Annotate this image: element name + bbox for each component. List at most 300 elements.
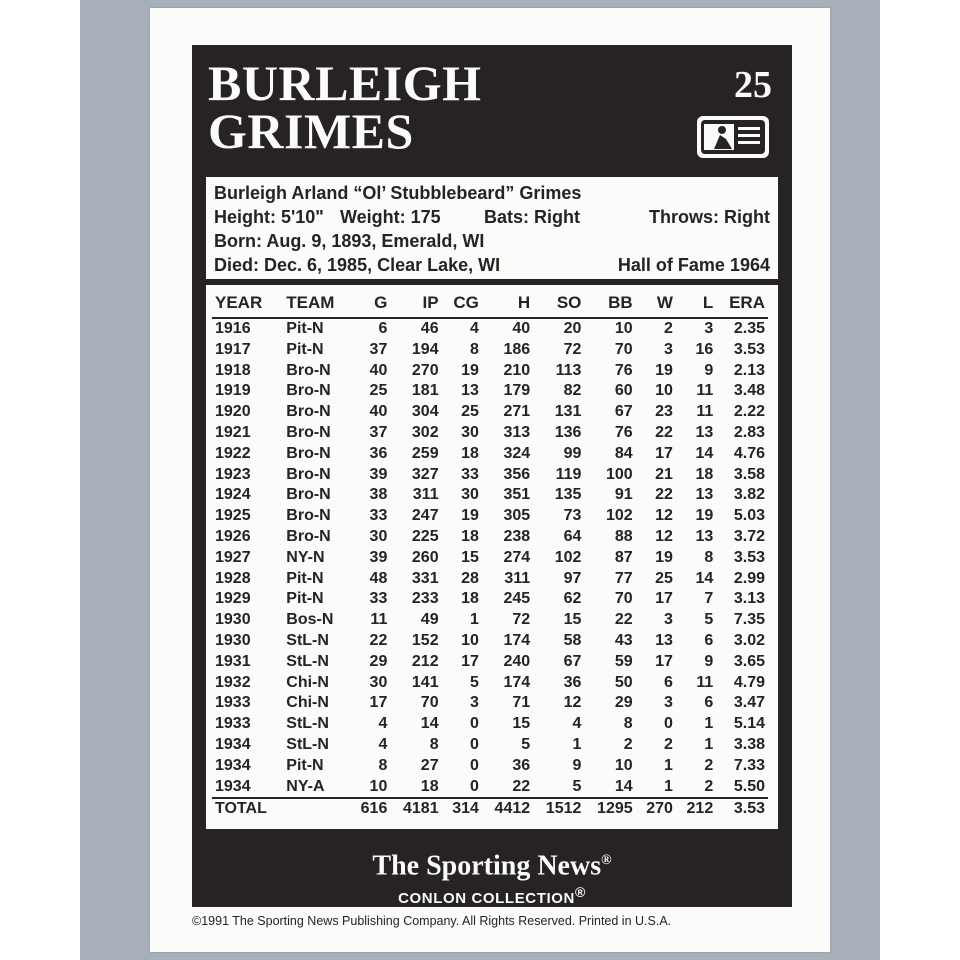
stats-cell-so: 15 <box>563 611 582 629</box>
stats-cell-w: 25 <box>655 569 673 587</box>
stats-cell-cg: 17 <box>461 652 479 670</box>
stats-cell-team: Bos-N <box>286 611 334 629</box>
stats-header-row <box>212 291 768 318</box>
stats-cell-w: 23 <box>655 403 673 421</box>
stats-cell-team: Chi-N <box>286 694 329 712</box>
stats-cell-year: 1927 <box>215 548 251 566</box>
stats-row <box>212 714 768 735</box>
stats-cell-so: 119 <box>555 465 582 483</box>
stats-cell-w: 1 <box>664 756 673 774</box>
stats-cell-era: 4.76 <box>733 444 765 462</box>
stats-cell-era: 3.53 <box>716 798 768 820</box>
stats-cell-ip: 247 <box>411 507 439 525</box>
registered-mark: ® <box>601 853 612 868</box>
stats-cell-g: 40 <box>369 403 388 421</box>
stats-cell-ip: 270 <box>411 361 439 379</box>
stats-cell-w: 270 <box>636 798 676 820</box>
stats-cell-ip: 225 <box>411 527 439 545</box>
stats-cell-l: 13 <box>695 527 714 545</box>
bio-weight: Weight: 175 <box>340 207 441 227</box>
bio-full-name-row <box>214 181 770 205</box>
stats-row <box>212 402 768 423</box>
stats-cell-l: 5 <box>704 611 714 629</box>
stats-row <box>212 485 768 506</box>
stats-header-so: SO <box>533 291 584 318</box>
stats-cell-h: 311 <box>504 569 531 587</box>
stats-cell-year: 1921 <box>215 423 251 441</box>
stats-cell-w: 22 <box>655 486 673 504</box>
stats-row <box>212 735 768 756</box>
stats-cell-h: 15 <box>512 715 531 733</box>
stats-cell-year: 1920 <box>215 403 251 421</box>
stats-cell-year: 1918 <box>215 361 251 379</box>
stats-cell-l: 2 <box>704 777 714 795</box>
stats-cell-l: 9 <box>704 652 714 670</box>
stats-cell-cg: 13 <box>461 382 479 400</box>
stats-cell-h: 240 <box>503 652 531 670</box>
stats-cell-ip: 327 <box>411 465 439 483</box>
stats-cell-era: 3.47 <box>733 694 765 712</box>
stats-cell-year: 1934 <box>215 777 251 795</box>
stats-cell-bb: 100 <box>605 465 633 483</box>
stats-cell-ip: 311 <box>412 486 439 504</box>
stats-cell-cg: 314 <box>442 798 482 820</box>
stats-cell-ip: 302 <box>411 423 439 441</box>
stats-header-team: TEAM <box>283 291 350 318</box>
stats-header-era: ERA <box>716 291 768 318</box>
stats-cell-g: 10 <box>369 777 388 795</box>
stats-cell-g: 33 <box>369 507 388 525</box>
stats-cell-l: 19 <box>695 507 714 525</box>
stats-cell-year: 1932 <box>215 673 251 691</box>
stats-cell-w: 3 <box>664 611 673 629</box>
stats-cell-l: 11 <box>696 382 714 400</box>
stats-cell-so: 1512 <box>533 798 584 820</box>
stats-cell-cg: 1 <box>469 611 479 629</box>
stats-cell-bb: 88 <box>614 527 633 545</box>
stats-cell-cg: 3 <box>469 694 479 712</box>
stats-row <box>212 569 768 590</box>
stats-cell-ip: 304 <box>411 403 439 421</box>
stats-cell-era: 4.79 <box>733 673 765 691</box>
stats-cell-ip: 49 <box>420 611 439 629</box>
stats-header-w: W <box>636 291 676 318</box>
stats-header-h: H <box>482 291 533 318</box>
stats-cell-so: 67 <box>563 652 582 670</box>
brand-name: The Sporting News <box>372 850 602 882</box>
stats-cell-h: 313 <box>503 423 531 441</box>
stats-row <box>212 548 768 569</box>
stats-cell-bb: 10 <box>614 320 633 337</box>
stats-cell-cg: 25 <box>461 403 479 421</box>
stats-cell-cg: 0 <box>469 715 479 733</box>
stats-cell-team: Bro-N <box>286 465 331 483</box>
stats-cell-ip: 141 <box>411 673 439 691</box>
stats-cell-team <box>283 798 350 820</box>
stats-header-bb: BB <box>584 291 635 318</box>
stats-row <box>212 631 768 652</box>
stats-cell-h: 238 <box>503 527 531 545</box>
stats-cell-era: 3.82 <box>733 486 765 504</box>
stats-cell-team: Bro-N <box>286 507 331 525</box>
stats-cell-era: 7.35 <box>733 611 765 629</box>
stats-row <box>212 777 768 799</box>
stats-cell-year: 1917 <box>215 340 251 358</box>
stats-body <box>212 318 768 820</box>
copyright-notice: ©1991 The Sporting News Publishing Company. All Rights Reserved. Printed in U.S.A. <box>192 914 672 928</box>
stats-cell-h: 271 <box>503 403 531 421</box>
career-stats <box>206 285 778 829</box>
stats-cell-g: 6 <box>378 320 388 337</box>
stats-cell-w: 6 <box>664 673 673 691</box>
stats-cell-l: 6 <box>704 631 714 649</box>
stats-cell-bb: 43 <box>614 631 633 649</box>
stats-cell-so: 136 <box>554 423 582 441</box>
stats-cell-era: 3.13 <box>733 590 765 608</box>
stats-cell-l: 9 <box>704 361 714 379</box>
bio-bats: Bats: Right <box>484 207 580 227</box>
stats-cell-team: Bro-N <box>286 486 331 504</box>
stats-row <box>212 693 768 714</box>
stats-cell-ip: 18 <box>420 777 439 795</box>
stats-cell-g: 37 <box>369 423 388 441</box>
mlb-logo-icon <box>696 115 770 159</box>
stats-cell-team: Bro-N <box>286 423 331 441</box>
stats-cell-h: 5 <box>521 735 531 753</box>
stats-cell-g: 30 <box>369 673 388 691</box>
stats-header-g: G <box>350 291 390 318</box>
stats-cell-bb: 10 <box>614 756 633 774</box>
stats-cell-h: 71 <box>512 694 531 712</box>
stats-cell-year: 1926 <box>215 527 251 545</box>
stats-cell-team: StL-N <box>286 631 329 649</box>
stats-cell-w: 19 <box>655 548 673 566</box>
stats-cell-so: 36 <box>563 673 582 691</box>
stats-cell-cg: 0 <box>469 756 479 774</box>
stats-cell-ip: 331 <box>411 569 439 587</box>
stats-cell-l: 14 <box>695 569 714 587</box>
stats-cell-cg: 19 <box>461 507 479 525</box>
stats-cell-year: 1930 <box>215 611 251 629</box>
stats-cell-h: 245 <box>503 590 531 608</box>
stats-cell-ip: 181 <box>411 382 439 400</box>
stats-row <box>212 589 768 610</box>
stats-cell-h: 186 <box>503 340 531 358</box>
stats-cell-w: 0 <box>664 715 673 733</box>
stats-cell-l: 6 <box>704 694 714 712</box>
stats-cell-year: 1933 <box>215 694 251 712</box>
stats-cell-era: 5.03 <box>733 507 765 525</box>
stats-cell-g: 22 <box>369 631 388 649</box>
stats-row <box>212 361 768 382</box>
stats-row <box>212 318 768 340</box>
stats-cell-era: 3.38 <box>733 735 765 753</box>
stats-cell-h: 174 <box>503 673 531 691</box>
stats-cell-year: 1928 <box>215 569 251 587</box>
stats-cell-w: 10 <box>655 382 673 400</box>
stats-cell-bb: 14 <box>614 777 633 795</box>
stats-cell-era: 7.33 <box>733 756 765 774</box>
stats-cell-team: Bro-N <box>286 444 331 462</box>
stats-row <box>212 756 768 777</box>
stats-cell-g: 37 <box>369 340 388 358</box>
stats-cell-era: 3.72 <box>733 527 765 545</box>
stats-cell-h: 40 <box>512 320 531 337</box>
stats-cell-h: 174 <box>503 631 531 649</box>
stats-cell-cg: 0 <box>469 777 479 795</box>
stats-row <box>212 465 768 486</box>
stats-cell-g: 616 <box>350 798 390 820</box>
stats-cell-team: Bro-N <box>286 527 331 545</box>
stats-cell-l: 1 <box>704 715 714 733</box>
stats-cell-year: 1929 <box>215 590 251 608</box>
stats-cell-so: 1 <box>572 735 582 753</box>
stats-cell-era: 3.58 <box>733 465 765 483</box>
stats-cell-so: 4 <box>572 715 582 733</box>
stats-cell-g: 48 <box>369 569 388 587</box>
stats-cell-g: 29 <box>369 652 388 670</box>
stats-cell-team: StL-N <box>286 715 329 733</box>
stats-header-year: YEAR <box>212 291 283 318</box>
stats-cell-g: 11 <box>370 611 388 629</box>
stats-cell-g: 30 <box>369 527 388 545</box>
stats-cell-w: 21 <box>655 465 673 483</box>
stats-cell-bb: 29 <box>614 694 633 712</box>
stats-cell-bb: 76 <box>614 361 633 379</box>
stats-cell-year: 1923 <box>215 465 251 483</box>
stats-cell-team: StL-N <box>286 735 329 753</box>
stats-cell-g: 36 <box>369 444 388 462</box>
stats-cell-era: 3.53 <box>733 340 765 358</box>
stats-cell-so: 82 <box>563 382 582 400</box>
stats-cell-bb: 84 <box>614 444 633 462</box>
stats-cell-so: 62 <box>563 590 582 608</box>
stats-cell-ip: 46 <box>420 320 439 337</box>
stats-cell-h: 351 <box>503 486 531 504</box>
stats-cell-bb: 70 <box>614 340 633 358</box>
stats-cell-era: 3.02 <box>733 631 765 649</box>
stats-row <box>212 423 768 444</box>
stats-cell-g: 4 <box>378 735 388 753</box>
stats-cell-ip: 152 <box>411 631 439 649</box>
stats-cell-w: 2 <box>664 320 673 337</box>
stats-cell-w: 17 <box>655 590 673 608</box>
player-name <box>208 55 648 159</box>
bio-died-row <box>214 253 770 277</box>
stats-cell-era: 3.48 <box>733 382 765 400</box>
stats-cell-ip: 233 <box>411 590 439 608</box>
stats-cell-so: 58 <box>563 631 582 649</box>
stats-cell-bb: 50 <box>614 673 633 691</box>
stats-cell-year: 1922 <box>215 444 251 462</box>
stats-cell-w: 3 <box>664 340 673 358</box>
stats-row <box>212 506 768 527</box>
stats-row <box>212 527 768 548</box>
stats-total-row <box>212 798 768 820</box>
stats-cell-l: 8 <box>704 548 714 566</box>
stats-cell-team: Pit-N <box>286 756 324 774</box>
stats-cell-w: 19 <box>655 361 673 379</box>
stats-cell-ip: 14 <box>420 715 439 733</box>
stats-cell-ip: 4181 <box>390 798 441 820</box>
stats-cell-cg: 19 <box>461 361 479 379</box>
stats-cell-team: Pit-N <box>286 340 324 358</box>
stats-cell-era: 2.99 <box>733 569 765 587</box>
stats-cell-so: 131 <box>554 403 582 421</box>
bio-hall-of-fame: Hall of Fame 1964 <box>617 255 770 275</box>
brand-block <box>192 845 792 909</box>
stats-cell-year: 1924 <box>215 486 251 504</box>
stats-cell-cg: 28 <box>461 569 479 587</box>
stats-cell-cg: 8 <box>469 340 479 358</box>
stats-cell-h: 22 <box>512 777 531 795</box>
stats-cell-g: 38 <box>369 486 388 504</box>
stats-cell-cg: 30 <box>461 423 479 441</box>
stats-cell-l: 3 <box>704 320 714 337</box>
stats-cell-bb: 67 <box>614 403 633 421</box>
bio-born-row <box>214 229 770 253</box>
stats-cell-g: 17 <box>369 694 388 712</box>
stats-cell-l: 1 <box>704 735 714 753</box>
stats-cell-w: 3 <box>664 694 673 712</box>
stats-cell-era: 3.53 <box>733 548 765 566</box>
stats-cell-cg: 33 <box>461 465 479 483</box>
stats-cell-team: Bro-N <box>286 361 331 379</box>
stats-cell-team: Pit-N <box>286 569 324 587</box>
stats-cell-ip: 70 <box>420 694 439 712</box>
stats-row <box>212 673 768 694</box>
stats-cell-so: 73 <box>563 507 582 525</box>
stats-cell-ip: 260 <box>411 548 439 566</box>
bio-measurements-row <box>214 205 770 229</box>
stats-header-ip: IP <box>390 291 441 318</box>
stats-cell-cg: 4 <box>469 320 479 337</box>
stats-row <box>212 652 768 673</box>
stats-cell-ip: 8 <box>429 735 439 753</box>
stats-cell-w: 12 <box>655 507 673 525</box>
bio-born: Born: Aug. 9, 1893, Emerald, WI <box>214 231 485 251</box>
stats-table <box>212 291 768 820</box>
stats-header-cg: CG <box>442 291 482 318</box>
card-number: 25 <box>734 64 772 106</box>
stats-cell-so: 97 <box>563 569 582 587</box>
collection-registered-mark: ® <box>574 884 586 901</box>
stats-header-l: L <box>676 291 716 318</box>
brand-collection-line <box>192 882 792 909</box>
stats-cell-l: 2 <box>704 756 714 774</box>
stats-cell-g: 8 <box>378 756 388 774</box>
bio-died: Died: Dec. 6, 1985, Clear Lake, WI <box>214 255 501 275</box>
stats-cell-team: Bro-N <box>286 382 331 400</box>
stats-cell-bb: 8 <box>623 715 633 733</box>
stats-cell-cg: 18 <box>461 444 479 462</box>
stats-cell-l: 16 <box>695 340 714 358</box>
stats-cell-g: 4 <box>378 715 388 733</box>
stats-cell-team: Pit-N <box>286 590 324 608</box>
stats-cell-bb: 2 <box>623 735 633 753</box>
stats-cell-bb: 22 <box>614 611 633 629</box>
stats-cell-year: 1916 <box>215 320 251 337</box>
stats-cell-g: 25 <box>369 382 388 400</box>
stats-cell-g: 33 <box>369 590 388 608</box>
bio-height: Height: 5'10" <box>214 207 324 227</box>
stats-cell-l: 13 <box>695 486 714 504</box>
stats-cell-w: 22 <box>655 423 673 441</box>
stats-cell-team: NY-A <box>286 777 325 795</box>
stats-cell-h: 72 <box>512 611 531 629</box>
player-first-name: BURLEIGH <box>208 55 482 111</box>
stats-cell-g: 39 <box>369 465 388 483</box>
stats-cell-era: 2.83 <box>733 423 765 441</box>
stats-cell-bb: 91 <box>614 486 633 504</box>
stats-cell-year: 1925 <box>215 507 251 525</box>
stats-cell-bb: 59 <box>614 652 633 670</box>
stats-cell-bb: 60 <box>614 382 633 400</box>
stats-cell-l: 11 <box>696 403 714 421</box>
baseball-card <box>150 8 830 952</box>
stats-row <box>212 381 768 402</box>
stats-cell-bb: 102 <box>605 507 633 525</box>
stats-cell-w: 2 <box>664 735 673 753</box>
stats-cell-so: 20 <box>563 320 582 337</box>
stats-row <box>212 444 768 465</box>
stats-cell-bb: 77 <box>614 569 633 587</box>
stats-cell-year: 1930 <box>215 631 251 649</box>
stats-cell-cg: 18 <box>461 590 479 608</box>
stats-cell-team: NY-N <box>286 548 325 566</box>
stats-cell-bb: 1295 <box>584 798 635 820</box>
stats-cell-era: 2.22 <box>733 403 765 421</box>
stats-cell-year: 1931 <box>215 652 251 670</box>
stats-cell-h: 36 <box>512 756 531 774</box>
stats-cell-cg: 15 <box>461 548 479 566</box>
stats-cell-l: 14 <box>695 444 714 462</box>
stats-cell-era: 3.65 <box>733 652 765 670</box>
stats-cell-bb: 70 <box>614 590 633 608</box>
stats-cell-h: 179 <box>503 382 531 400</box>
stats-cell-era: 5.50 <box>733 777 765 795</box>
stats-cell-bb: 87 <box>614 548 633 566</box>
stats-cell-so: 5 <box>572 777 582 795</box>
stats-cell-h: 210 <box>503 361 531 379</box>
stats-cell-team: Bro-N <box>286 403 331 421</box>
stats-cell-team: StL-N <box>286 652 329 670</box>
stats-cell-era: 2.13 <box>733 361 765 379</box>
player-last-name: GRIMES <box>208 103 414 159</box>
stats-row <box>212 610 768 631</box>
stats-cell-h: 4412 <box>482 798 533 820</box>
stats-cell-l: 18 <box>695 465 714 483</box>
stats-cell-h: 356 <box>503 465 531 483</box>
stats-cell-h: 274 <box>503 548 531 566</box>
stats-cell-year: 1934 <box>215 735 251 753</box>
stats-cell-so: 12 <box>563 694 582 712</box>
stats-cell-so: 113 <box>555 361 582 379</box>
stats-cell-l: 212 <box>676 798 716 820</box>
stats-cell-cg: 30 <box>461 486 479 504</box>
stats-cell-l: 11 <box>696 673 714 691</box>
card-frame <box>192 45 792 907</box>
stats-cell-w: 13 <box>655 631 673 649</box>
stats-cell-g: 40 <box>369 361 388 379</box>
stats-cell-era: 5.14 <box>733 715 765 733</box>
stats-cell-so: 102 <box>554 548 582 566</box>
stats-cell-cg: 5 <box>469 673 479 691</box>
stats-cell-year: 1933 <box>215 715 251 733</box>
stats-cell-year: 1919 <box>215 382 251 400</box>
stats-cell-so: 135 <box>554 486 582 504</box>
stats-cell-so: 72 <box>563 340 582 358</box>
